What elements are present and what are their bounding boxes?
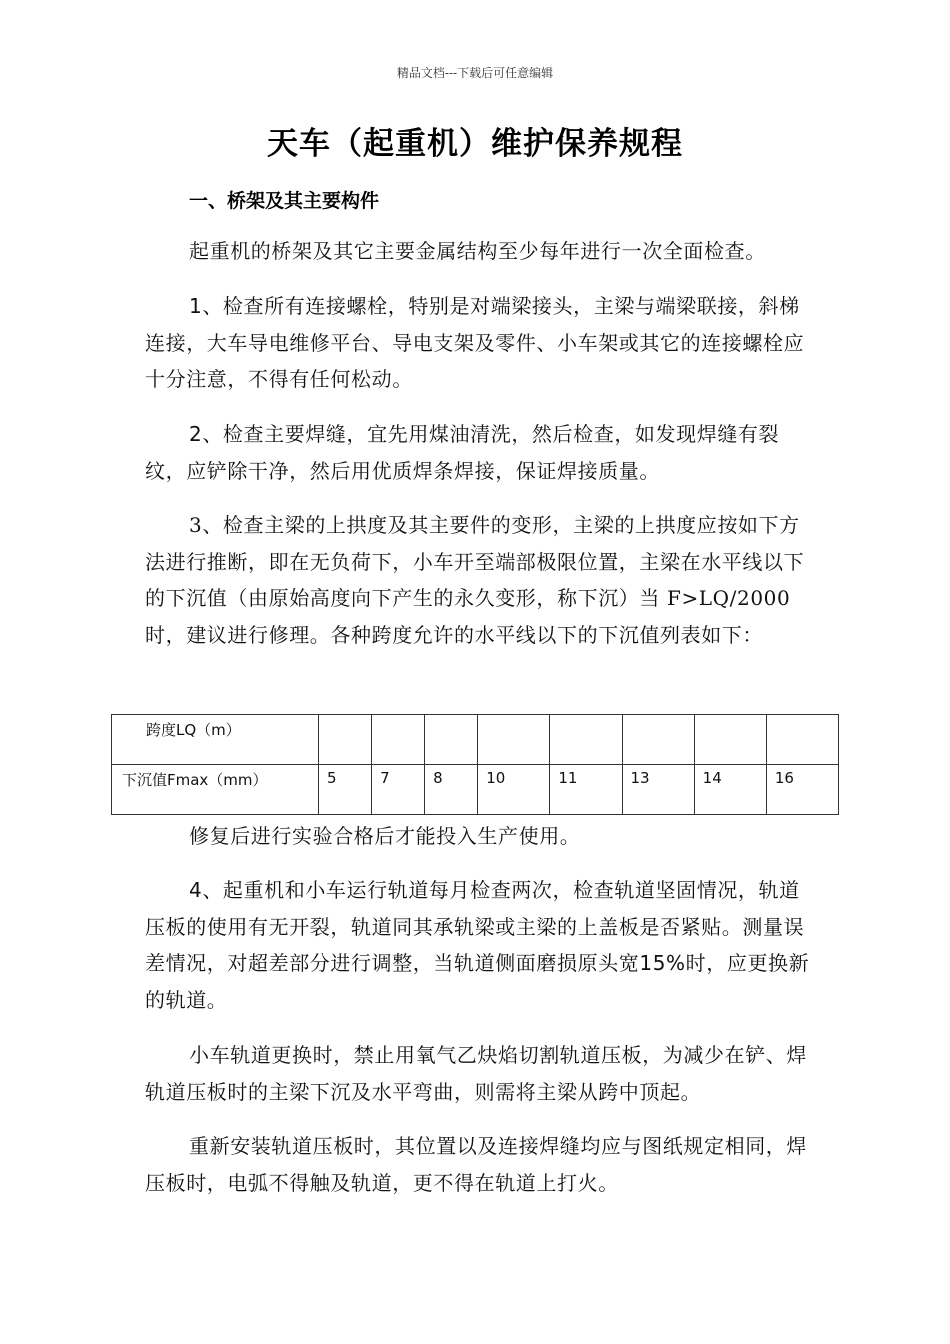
table-cell: 5	[319, 765, 372, 815]
table-cell	[622, 715, 694, 765]
table-cell	[319, 715, 372, 765]
deflection-table	[111, 714, 839, 815]
paragraph-item-2: 2、检查主要焊缝，宜先用煤油清洗，然后检查，如发现焊缝有裂纹，应铲除干净，然后用优质焊条焊接，保证焊接质量。	[145, 422, 780, 483]
table-cell: 16	[766, 765, 838, 815]
paragraph-item-1: 1、检查所有连接螺栓，特别是对端梁接头，主梁与端梁联接，斜梯连接，大车导电维修平台、导电支架及零件、小车架或其它的连接螺栓应十分注意，不得有任何松动。	[145, 294, 805, 391]
item-3-text-b: 时，建议进行修理。各种跨度允许的水平线以下的下沉值列表如下：	[145, 622, 763, 647]
table-cell	[550, 715, 622, 765]
paragraph-intro: 起重机的桥架及其它主要金属结构至少每年进行一次全面检查。	[189, 239, 766, 263]
paragraph-after-table: 修复后进行实验合格后才能投入生产使用。	[189, 824, 581, 848]
table-cell: 8	[425, 765, 478, 815]
table-cell: 7	[372, 765, 425, 815]
table-row-deflection	[112, 765, 839, 815]
table-cell	[478, 715, 550, 765]
section-heading-bridge: 一、桥架及其主要构件	[189, 190, 380, 212]
table-header-deflection: 下沉值Fmax（mm）	[112, 765, 319, 815]
table-cell	[372, 715, 425, 765]
paragraph-reinstall: 重新安装轨道压板时，其位置以及连接焊缝均应与图纸规定相同，焊压板时，电弧不得触及轨道，更不得在轨道上打火。	[145, 1134, 807, 1195]
table-cell	[694, 715, 766, 765]
item-3-number: 3	[189, 513, 203, 537]
paragraph-item-4: 4、起重机和小车运行轨道每月检查两次，检查轨道坚固情况，轨道压板的使用有无开裂，轨道同其承轨梁或主梁的上盖板是否紧贴。测量误差情况，对超差部分进行调整，当轨道侧面磨损原头宽15%时，应更换新的轨道。	[145, 878, 810, 1012]
table-cell: 10	[478, 765, 550, 815]
paragraph-item-3	[145, 507, 810, 653]
paragraph-trolley-rail: 小车轨道更换时，禁止用氧气乙炔焰切割轨道压板，为减少在铲、焊轨道压板时的主梁下沉及水平弯曲，则需将主梁从跨中顶起。	[145, 1043, 807, 1104]
table-header-span: 跨度LQ（m）	[112, 715, 319, 765]
table-cell: 14	[694, 765, 766, 815]
table-cell	[766, 715, 838, 765]
item-3-text-a: 、检查主梁的上拱度及其主要件的变形，主梁的上拱度应按如下方法进行推断，即在无负荷下，小车开至端部极限位置，主梁在水平线以下的下沉值（由原始高度向下产生的永久变形，称下沉）当	[145, 513, 805, 610]
table-cell: 11	[550, 765, 622, 815]
page-header-watermark: 精品文档---下载后可任意编辑	[396, 66, 554, 80]
item-3-formula: F>LQ/2000	[666, 586, 791, 610]
table-cell	[425, 715, 478, 765]
table-cell: 13	[622, 765, 694, 815]
table-row-span	[112, 715, 839, 765]
document-title: 天车（起重机）维护保养规程	[267, 126, 683, 162]
